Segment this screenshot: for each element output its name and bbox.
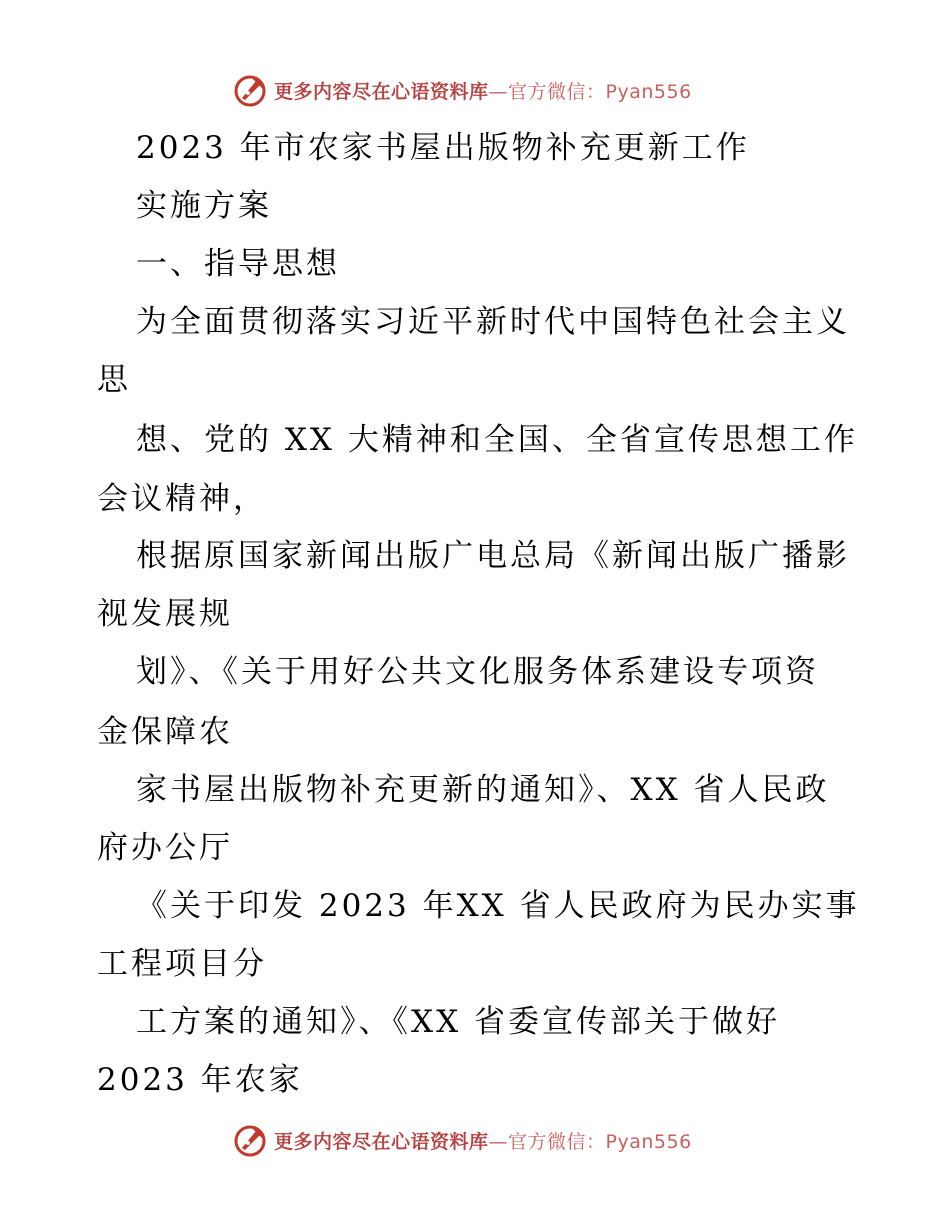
title-line-1: 2023 年市农家书屋出版物补充更新工作 — [136, 130, 750, 166]
paragraph-line: 金保障农 — [97, 714, 233, 750]
paragraph-line: 2023 年农家 — [97, 1062, 303, 1098]
header-banner-main: 更多内容尽在心语资料库 — [274, 80, 489, 103]
paragraph-line: 根据原国家新闻出版广电总局《新闻出版广播影 — [136, 538, 850, 574]
header-banner-text — [274, 77, 692, 104]
paragraph-line: 思 — [97, 362, 131, 398]
paragraph-line: 会议精神， — [97, 481, 267, 517]
footer-banner-main: 更多内容尽在心语资料库 — [274, 1130, 489, 1153]
paragraph-line: 府办公厅 — [97, 830, 233, 866]
footer-banner — [232, 1120, 692, 1160]
paragraph-line: 工方案的通知》、《XX 省委宣传部关于做好 — [136, 1004, 780, 1040]
paragraph-line: 划》、《关于用好公共文化服务体系建设专项资 — [136, 654, 819, 690]
footer-banner-separator: — — [488, 1130, 509, 1153]
header-banner — [232, 70, 692, 110]
paragraph-line: 想、党的 XX 大精神和全国、全省宣传思想工作 — [136, 422, 858, 458]
paragraph-line: 家书屋出版物补充更新的通知》、XX 省人民政 — [136, 772, 830, 808]
header-banner-contact: 官方微信：Pyan556 — [508, 80, 692, 103]
pen-nib-circle-icon — [232, 1122, 268, 1158]
paragraph-line: 为全面贯彻落实习近平新时代中国特色社会主义 — [136, 304, 850, 340]
section-heading: 一、指导思想 — [136, 246, 340, 282]
paragraph-line: 工程项目分 — [97, 946, 267, 982]
title-line-2: 实施方案 — [136, 188, 272, 224]
paragraph-line: 视发展规 — [97, 596, 233, 632]
footer-banner-text — [274, 1127, 692, 1154]
footer-banner-contact: 官方微信：Pyan556 — [508, 1130, 692, 1153]
pen-nib-circle-icon — [232, 72, 268, 108]
paragraph-line: 《关于印发 2023 年XX 省人民政府为民办实事 — [136, 888, 860, 924]
header-banner-separator: — — [488, 80, 509, 103]
